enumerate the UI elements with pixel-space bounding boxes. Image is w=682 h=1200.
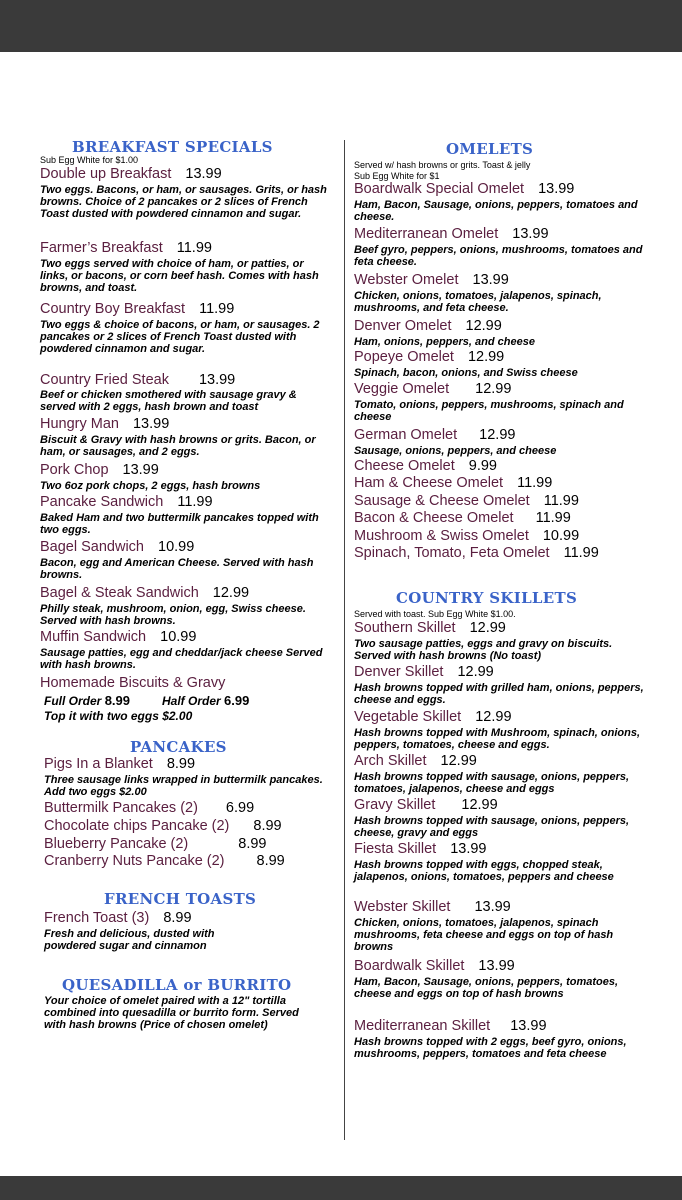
item-desc: Ham, onions, peppers, and cheese xyxy=(354,336,535,348)
menu-item: Mediterranean Skillet 13.99 xyxy=(354,1018,547,1034)
item-desc: Two 6oz pork chops, 2 eggs, hash browns xyxy=(40,480,261,492)
item-desc: Biscuit & Gravy with hash browns or grits. Bacon, or ham, or sausages, and 2 eggs. xyxy=(40,434,316,458)
omelets-sub1: Served w/ hash browns or grits. Toast & jelly xyxy=(354,160,531,170)
item-desc: Hash browns topped with grilled ham, onions, peppers, cheese and eggs. xyxy=(354,682,644,706)
biscuits-note: Top it with two eggs $2.00 xyxy=(44,709,193,723)
menu-item: Gravy Skillet 12.99 xyxy=(354,797,498,813)
bottom-bar xyxy=(0,1176,682,1200)
menu-item: Ham & Cheese Omelet 11.99 xyxy=(354,475,553,491)
skillets-title: COUNTRY SKILLETS xyxy=(396,589,578,607)
menu-item: Denver Omelet 12.99 xyxy=(354,318,502,334)
menu-item: Popeye Omelet 12.99 xyxy=(354,349,505,365)
quesadilla-title: QUESADILLA or BURRITO xyxy=(62,976,292,994)
menu-item: Webster Skillet 13.99 xyxy=(354,899,511,915)
menu-page xyxy=(0,52,682,1176)
item-desc: Baked Ham and two buttermilk pancakes topped with two eggs. xyxy=(40,512,319,536)
menu-item: Pork Chop 13.99 xyxy=(40,462,159,478)
item-desc: Hash browns topped with sausage, onions, peppers, cheese, gravy and eggs xyxy=(354,815,630,839)
menu-item: Boardwalk Special Omelet 13.99 xyxy=(354,181,575,197)
menu-item: Boardwalk Skillet 13.99 xyxy=(354,958,515,974)
item-desc: Sausage patties, egg and cheddar/jack cheese Served with hash browns. xyxy=(40,647,323,671)
menu-item: Buttermilk Pancakes (2) 6.99 xyxy=(44,800,255,816)
menu-item: Muffin Sandwich 10.99 xyxy=(40,629,197,645)
menu-item: Farmer’s Breakfast 11.99 xyxy=(40,240,212,256)
item-desc: Ham, Bacon, Sausage, onions, peppers, tomatoes and cheese. xyxy=(354,199,638,223)
quesadilla-desc: Your choice of omelet paired with a 12" tortilla combined into quesadilla or burrito form. Served with hash browns (Price of chosen omelet) xyxy=(44,995,299,1031)
menu-item: Hungry Man 13.99 xyxy=(40,416,170,432)
menu-item: Sausage & Cheese Omelet 11.99 xyxy=(354,493,579,509)
menu-item: Blueberry Pancake (2) 8.99 xyxy=(44,836,267,852)
breakfast-title: BREAKFAST SPECIALS xyxy=(72,138,273,156)
item-desc: Two eggs served with choice of ham, or patties, or links, or bacons, or corn beef hash. Comes with hash browns, and toast. xyxy=(40,258,319,294)
item-desc: Hash browns topped with sausage, onions, peppers, tomatoes, jalapenos, cheese and eggs xyxy=(354,771,630,795)
menu-item: Bagel & Steak Sandwich 12.99 xyxy=(40,585,250,601)
menu-item: French Toast (3) 8.99 xyxy=(44,910,192,926)
menu-item: Homemade Biscuits & Gravy xyxy=(40,675,226,691)
item-desc: Two sausage patties, eggs and gravy on biscuits. Served with hash browns (No toast) xyxy=(354,638,613,662)
menu-item: Arch Skillet 12.99 xyxy=(354,753,477,769)
item-desc: Chicken, onions, tomatoes, jalapenos, spinach mushrooms, feta cheese and eggs on top of hash browns xyxy=(354,917,614,953)
biscuits-full: Full Order 8.99 xyxy=(44,693,130,708)
item-desc: Beef or chicken smothered with sausage gravy & served with 2 eggs, hash brown and toast xyxy=(40,389,297,413)
item-desc: Beef gyro, peppers, onions, mushrooms, tomatoes and feta cheese. xyxy=(354,244,643,268)
item-desc: Two eggs & choice of bacons, or ham, or sausages. 2 pancakes or 2 slices of French Toast dusted with powdered cinnamon and sugar. xyxy=(40,319,320,355)
item-desc: Spinach, bacon, onions, and Swiss cheese xyxy=(354,367,578,379)
column-divider xyxy=(344,140,345,1140)
item-desc: Hash browns topped with 2 eggs, beef gyro, onions, mushrooms, peppers, tomatoes and feta cheese xyxy=(354,1036,627,1060)
menu-item: German Omelet 12.99 xyxy=(354,427,516,443)
item-desc: Philly steak, mushroom, onion, egg, Swiss cheese. Served with hash browns. xyxy=(40,603,306,627)
menu-item: Bagel Sandwich 10.99 xyxy=(40,539,195,555)
top-bar xyxy=(0,0,682,52)
menu-item: Spinach, Tomato, Feta Omelet 11.99 xyxy=(354,545,599,561)
item-desc: Fresh and delicious, dusted with powdered sugar and cinnamon xyxy=(44,928,215,952)
menu-item: Webster Omelet 13.99 xyxy=(354,272,509,288)
menu-item: Mushroom & Swiss Omelet 10.99 xyxy=(354,528,580,544)
menu-item: Southern Skillet 12.99 xyxy=(354,620,506,636)
item-desc: Tomato, onions, peppers, mushrooms, spinach and cheese xyxy=(354,399,624,423)
menu-item: Chocolate chips Pancake (2) 8.99 xyxy=(44,818,282,834)
menu-item: Pigs In a Blanket 8.99 xyxy=(44,756,196,772)
menu-item: Vegetable Skillet 12.99 xyxy=(354,709,512,725)
menu-item: Veggie Omelet 12.99 xyxy=(354,381,512,397)
item-desc: Ham, Bacon, Sausage, onions, peppers, tomatoes, cheese and eggs on top of hash browns xyxy=(354,976,619,1000)
menu-item: Double up Breakfast 13.99 xyxy=(40,166,222,182)
menu-item: Pancake Sandwich 11.99 xyxy=(40,494,213,510)
pancakes-title: PANCAKES xyxy=(130,738,227,756)
french-title: FRENCH TOASTS xyxy=(104,890,257,908)
item-desc: Chicken, onions, tomatoes, jalapenos, spinach, mushrooms, and feta cheese. xyxy=(354,290,602,314)
item-desc: Sausage, onions, peppers, and cheese xyxy=(354,445,557,457)
menu-item: Country Fried Steak 13.99 xyxy=(40,372,236,388)
menu-item: Country Boy Breakfast 11.99 xyxy=(40,301,235,317)
menu-item: Mediterranean Omelet 13.99 xyxy=(354,226,549,242)
skillets-sub: Served with toast. Sub Egg White $1.00. xyxy=(354,609,516,619)
item-desc: Hash browns topped with Mushroom, spinach, onions, peppers, tomatoes, cheese and eggs. xyxy=(354,727,641,751)
breakfast-sub: Sub Egg White for $1.00 xyxy=(40,155,139,165)
item-desc: Three sausage links wrapped in buttermilk pancakes. Add two eggs $2.00 xyxy=(44,774,323,798)
menu-item: Bacon & Cheese Omelet 11.99 xyxy=(354,510,571,526)
menu-item: Denver Skillet 12.99 xyxy=(354,664,494,680)
menu-item: Cheese Omelet 9.99 xyxy=(354,458,497,474)
item-desc: Two eggs. Bacons, or ham, or sausages. Grits, or hash browns. Choice of 2 pancakes or 2 slices of French Toast dusted with powdered cinnamon and sugar. xyxy=(40,184,327,220)
item-desc: Hash browns topped with eggs, chopped steak, jalapenos, onions, tomatoes, peppers and cheese xyxy=(354,859,614,883)
biscuits-half: Half Order 6.99 xyxy=(162,693,250,708)
omelets-title: OMELETS xyxy=(446,140,534,158)
menu-item: Fiesta Skillet 13.99 xyxy=(354,841,487,857)
omelets-sub2: Sub Egg White for $1 xyxy=(354,171,440,181)
item-desc: Bacon, egg and American Cheese. Served with hash browns. xyxy=(40,557,314,581)
menu-item: Cranberry Nuts Pancake (2) 8.99 xyxy=(44,853,285,869)
